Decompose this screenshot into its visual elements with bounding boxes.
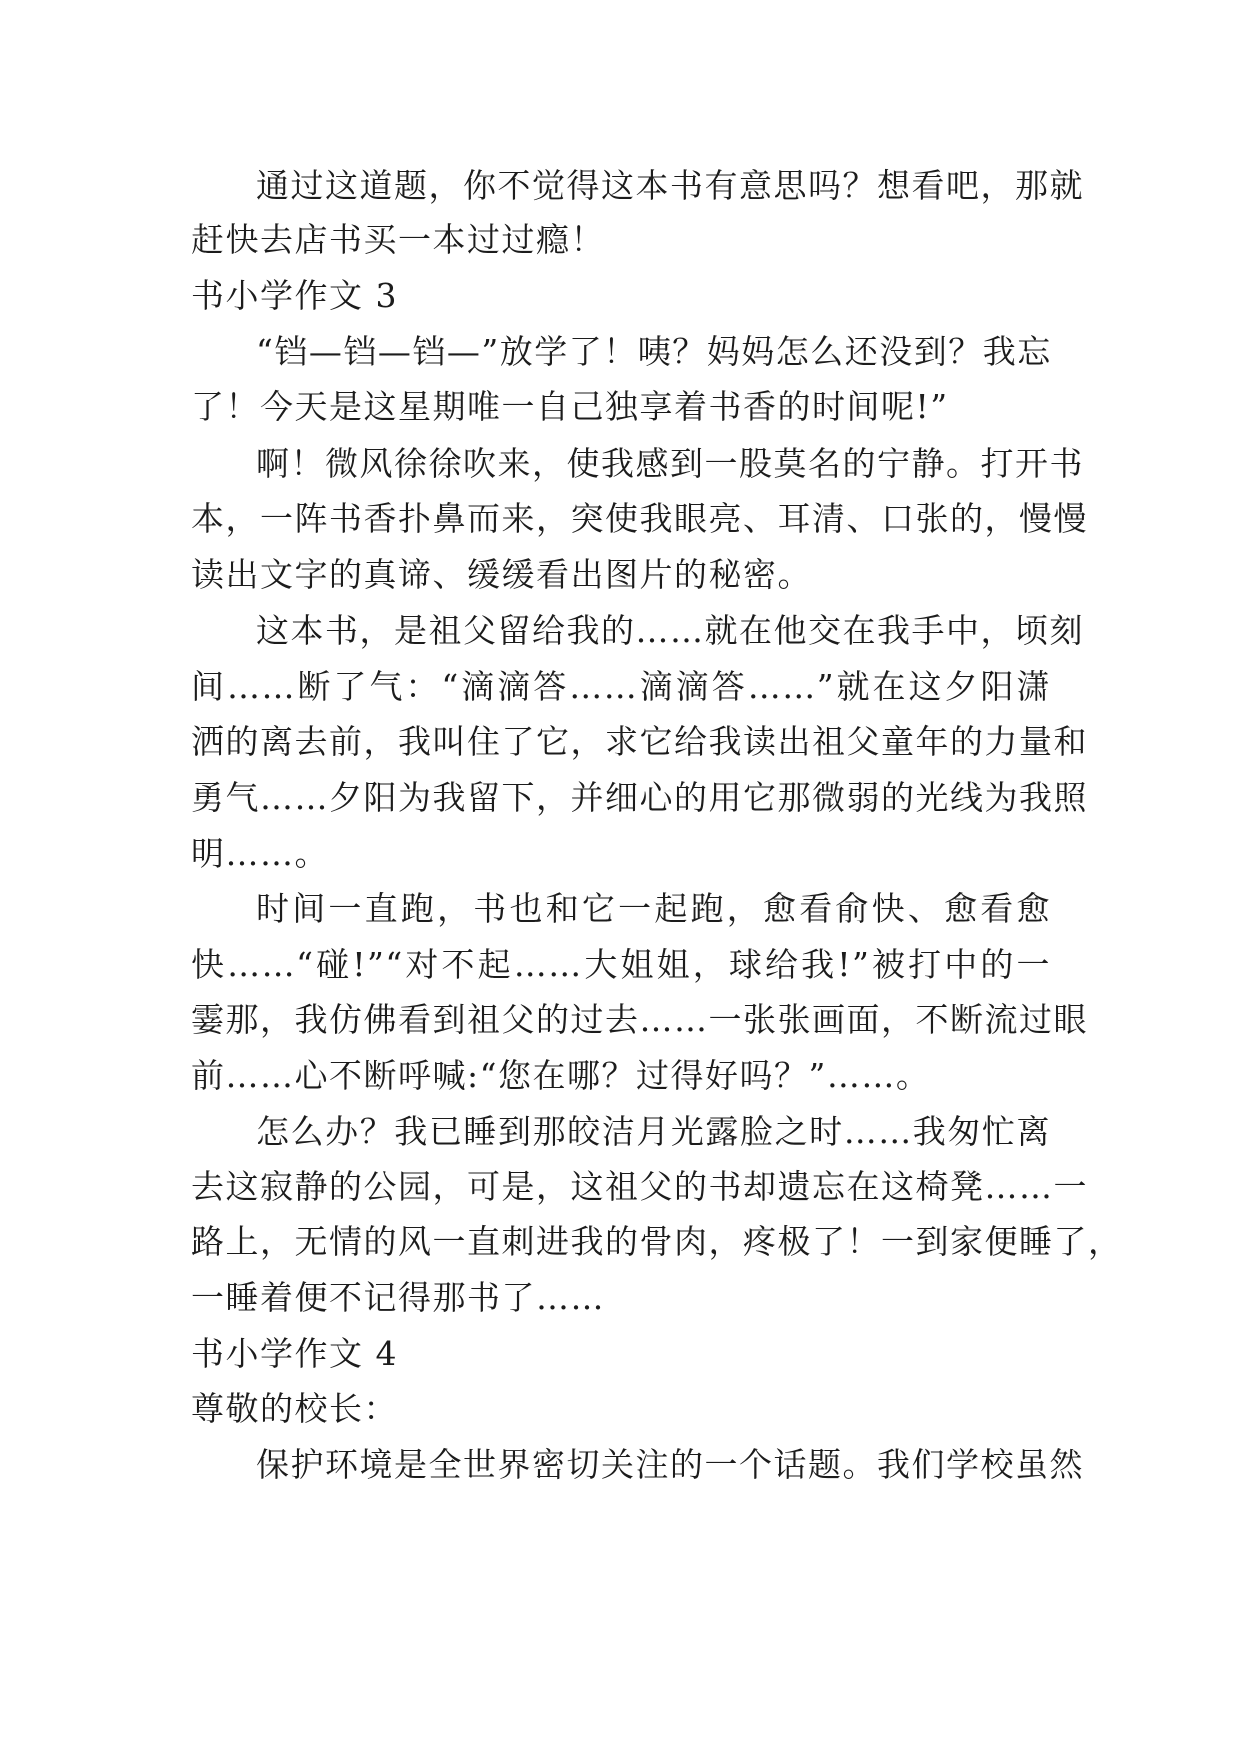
section-heading: 书小学作文 4: [191, 1334, 398, 1373]
paragraph-line: 本，一阵书香扑鼻而来，突使我眼亮、耳清、口张的，慢慢: [191, 499, 1088, 538]
paragraph-line: 霎那，我仿佛看到祖父的过去……一张张画面，不断流过眼: [191, 1000, 1088, 1039]
paragraph-line: 怎么办？我已睡到那皎洁月光露脸之时……我匆忙离: [256, 1112, 1051, 1151]
paragraph-line: 去这寂静的公园，可是，这祖父的书却遗忘在这椅凳……一: [191, 1167, 1088, 1206]
paragraph-line: 勇气……夕阳为我留下，并细心的用它那微弱的光线为我照: [191, 778, 1088, 817]
paragraph-line: 了！今天是这星期唯一自己独享着书香的时间呢!”: [191, 387, 949, 426]
paragraph-line: 前……心不断呼喊:“您在哪？过得好吗？”……。: [191, 1056, 931, 1095]
paragraph-line: 通过这道题，你不觉得这本书有意思吗？想看吧，那就: [256, 166, 1084, 205]
paragraph-line: 一睡着便不记得那书了……: [191, 1278, 605, 1317]
paragraph-line: 洒的离去前，我叫住了它，求它给我读出祖父童年的力量和: [191, 722, 1088, 761]
section-heading: 书小学作文 3: [191, 276, 398, 315]
paragraph-line: 快……“碰!”“对不起……大姐姐，球给我!”被打中的一: [191, 945, 1051, 984]
paragraph-line: 这本书，是祖父留给我的……就在他交在我手中，顷刻: [256, 611, 1084, 650]
paragraph-line: 时间一直跑，书也和它一起跑，愈看俞快、愈看愈: [256, 889, 1051, 928]
paragraph-line: 赶快去店书买一本过过瘾！: [191, 220, 605, 259]
paragraph-line: 间……断了气：“滴滴答……滴滴答……”就在这夕阳潇: [191, 667, 1051, 706]
paragraph-line: “铛—铛—铛—”放学了！咦？妈妈怎么还没到？我忘: [256, 332, 1052, 371]
paragraph-line: 路上，无情的风一直刺进我的骨肉，疼极了！一到家便睡了，: [191, 1222, 1123, 1261]
paragraph-line: 保护环境是全世界密切关注的一个话题。我们学校虽然: [256, 1445, 1084, 1484]
paragraph-line: 啊！微风徐徐吹来，使我感到一股莫名的宁静。打开书: [256, 444, 1084, 483]
paragraph-line: 读出文字的真谛、缓缓看出图片的秘密。: [191, 555, 812, 594]
salutation: 尊敬的校长：: [191, 1389, 398, 1428]
paragraph-line: 明……。: [191, 834, 329, 873]
